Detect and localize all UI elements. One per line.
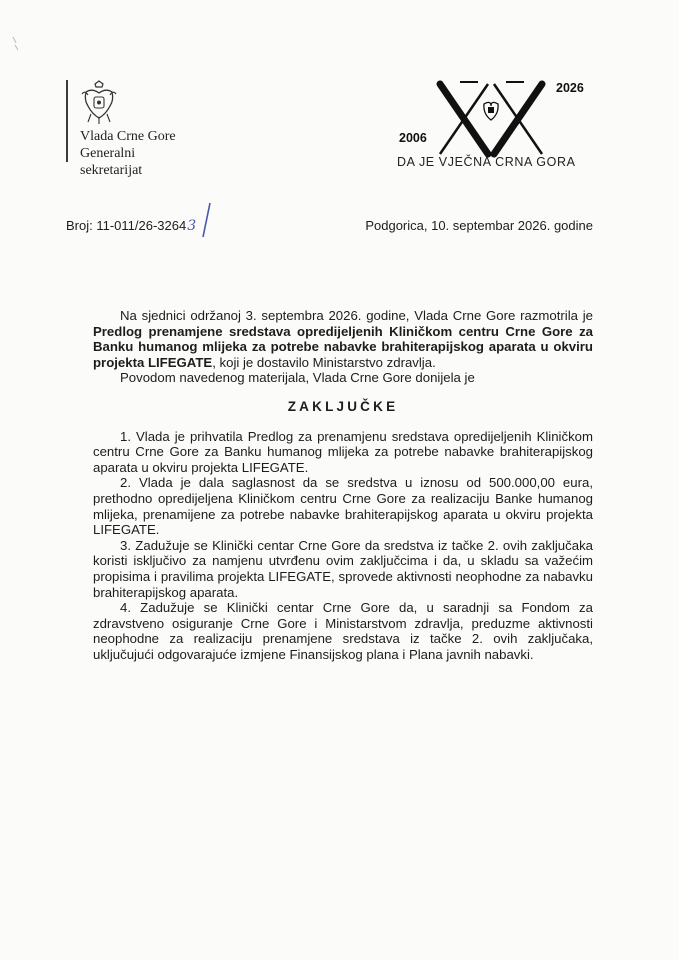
logo-year-end: 2026 (556, 81, 584, 95)
intro-text-a: Na sjednici održanoj 3. septembra 2026. godine, Vlada Crne Gore razmotrila je (120, 308, 593, 323)
institution-line-2: Generalni (80, 146, 136, 161)
stray-mark-icon (10, 35, 22, 53)
conclusion-item-2: 2. Vlada je dala saglasnost da se sredstva u iznosu od 500.000,00 eura, prethodno opredijeljena Kliničkom centru Crne Gore za realizaciju Banke humanog mlijeka, prenamijene za potrebe nabavke brahiterapijskog aparata u okviru projekta LIFEGATE. (93, 475, 593, 538)
logo-year-start: 2006 (399, 131, 427, 145)
reference-number: Broj: 11-011/26-3264 (66, 218, 187, 233)
intro-bold-title: Predlog prenamjene sredstava opredijeljenih Kliničkom centru Crne Gore za Banku humanog mlijeka za potrebe nabavke brahiterapijskog aparata u okviru projekta LIFEGATE (93, 323, 593, 370)
place-and-date: Podgorica, 10. septembar 2026. godine (365, 218, 593, 233)
conclusion-item-4: 4. Zadužuje se Klinički centar Crne Gore da, u saradnji sa Fondom za zdravstveno osiguranje Crne Gore i Ministarstvom zdravlja, preduzme aktivnosti neophodne za realizaciju prenamjene sredstava iz tačke 2. ovih zaključaka, uključujući odgovarajuće izmjene Finansijskog plana i Plana javnih nabavki. (93, 600, 593, 662)
reference-number-line (66, 218, 196, 234)
conclusion-item-1: 1. Vlada je prihvatila Predlog za prenamjenu sredstava opredijeljenih Kliničkom centru Crne Gore za Banku humanog mlijeka za potrebe nabavke brahiterapijskog aparata u okviru projekta LIFEGATE. (93, 428, 593, 475)
logo-tagline: DA JE VJEČNA CRNA GORA (397, 155, 576, 169)
institution-line-3: sekretarijat (80, 163, 143, 178)
coat-of-arms-icon (80, 80, 118, 126)
header-vertical-rule (66, 80, 68, 162)
conclusion-item-3: 3. Zadužuje se Klinički centar Crne Gore da sredstva iz tačke 2. ovih zaključaka koristi isključivo za namjenu utvrđenu ovim zaključcima i da, u skladu sa važećim propisima i pravilima projekta LIFEGATE, sprovede aktivnosti neophodne za nabavku brahiterapijskog aparata. (93, 537, 593, 600)
institution-line-1: Vlada Crne Gore (80, 129, 176, 144)
handwritten-suffix: 3 (187, 218, 197, 234)
intro-paragraph (93, 308, 593, 370)
handwritten-slash-icon (200, 201, 212, 239)
intro-paragraph-2: Povodom navedenog materijala, Vlada Crne Gore donijela je (120, 370, 475, 386)
document-body (93, 308, 593, 662)
institution-name (80, 128, 176, 179)
conclusions-heading: ZAKLJUČKE (287, 398, 399, 414)
intro-text-b: , koji je dostavilo Ministarstvo zdravlja. (212, 354, 436, 370)
